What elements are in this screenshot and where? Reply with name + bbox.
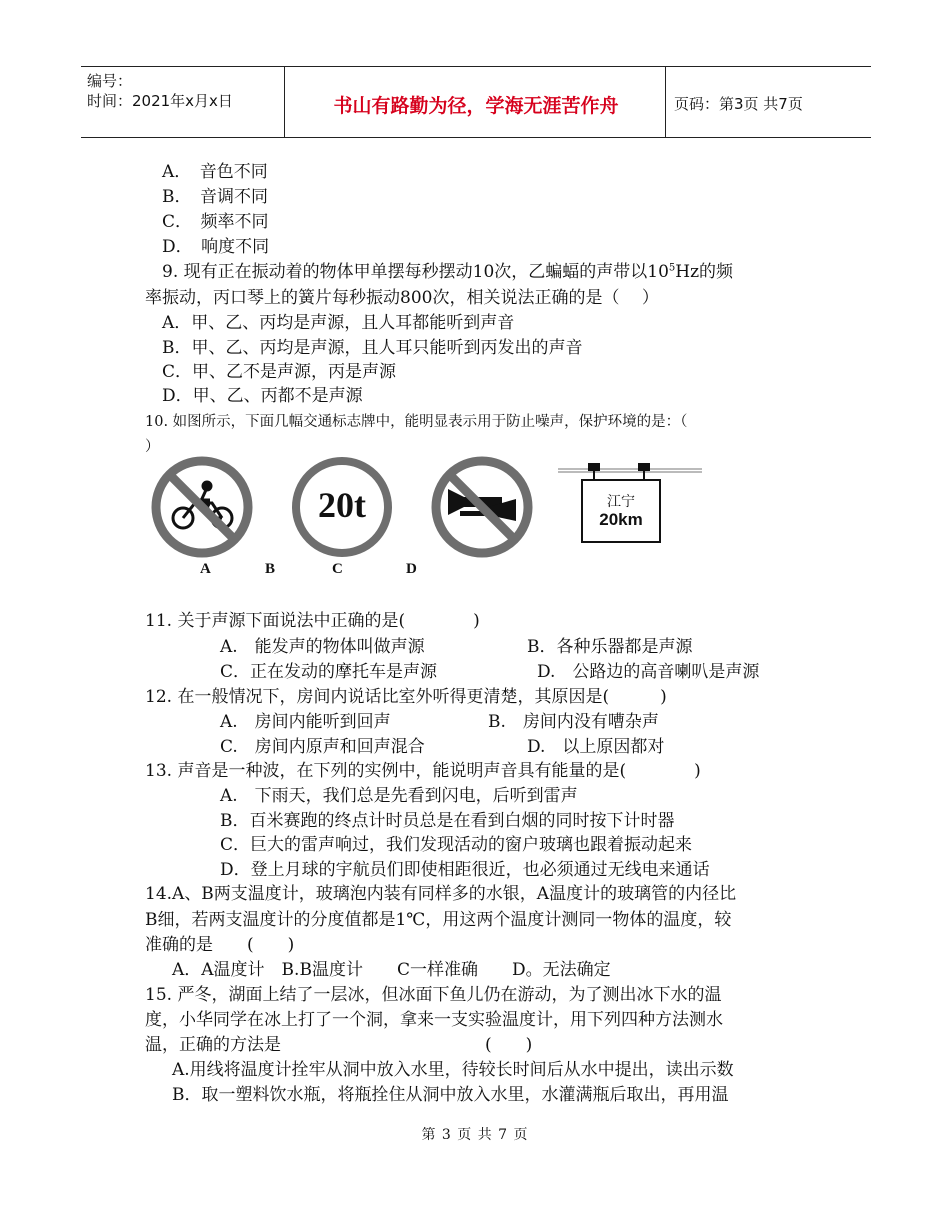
sign-place-name: 江宁 bbox=[607, 494, 635, 510]
header-meta bbox=[87, 71, 233, 111]
q15-option-b: B．取一塑料饮水瓶，将瓶拴住从洞中放入水里，水灌满瓶后取出，再用温 bbox=[172, 1085, 729, 1105]
q9-option-c: C．甲、乙不是声源，丙是声源 bbox=[162, 362, 397, 382]
q13-option-c: C．巨大的雷声响过，我们发现活动的窗户玻璃也跟着振动起来 bbox=[220, 835, 693, 855]
q8-option-a: A． 音色不同 bbox=[162, 162, 268, 182]
q14-stem-line3: 准确的是 ( ) bbox=[145, 935, 295, 955]
sign-weight-text: 20t bbox=[318, 485, 366, 525]
q12-stem: 12. 在一般情况下，房间内说话比室外听得更清楚，其原因是( ) bbox=[145, 687, 667, 707]
header-motto: 书山有路勤为径，学海无涯苦作舟 bbox=[333, 95, 619, 117]
sign-label-d: D bbox=[406, 561, 417, 577]
header-time: 时间：2021年x月x日 bbox=[87, 92, 233, 110]
sign-distance-text: 20km bbox=[599, 510, 643, 529]
sign-no-horn bbox=[430, 455, 534, 559]
q9-stem-line1: 9. 现有正在振动着的物体甲单摆每秒摆动10次，乙蝙蝠的声带以$10^5Hz$的频 bbox=[162, 262, 734, 282]
q13-stem: 13. 声音是一种波，在下列的实例中，能说明声音具有能量的是( ) bbox=[145, 761, 701, 781]
q9-option-a: A．甲、乙、丙均是声源，且人耳都能听到声音 bbox=[162, 313, 515, 333]
q11-option-d: D. 公路边的高音喇叭是声源 bbox=[537, 662, 760, 682]
sign-label-a: A bbox=[200, 561, 211, 577]
q14-stem-line2: B细，若两支温度计的分度值都是1℃，用这两个温度计测同一物体的温度，较 bbox=[145, 910, 732, 930]
q9-option-b: B．甲、乙、丙均是声源，且人耳只能听到丙发出的声音 bbox=[162, 338, 583, 358]
q14-stem-line1: 14.A、B两支温度计，玻璃泡内装有同样多的水银，A温度计的玻璃管的内径比 bbox=[145, 884, 737, 904]
q14-options: A．A温度计 B.B温度计 C一样准确 D。无法确定 bbox=[172, 960, 611, 980]
q10-stem-line2: ） bbox=[145, 439, 160, 455]
q11-option-a: A. 能发声的物体叫做声源 bbox=[220, 637, 425, 657]
q10-stem-line1: 10. 如图所示，下面几幅交通标志牌中，能明显表示用于防止噪声，保护环境的是：（ bbox=[145, 414, 688, 430]
q9-option-d: D．甲、乙、丙都不是声源 bbox=[162, 386, 363, 406]
page-footer: 第 3 页 共 7 页 bbox=[421, 1127, 529, 1143]
q12-option-b: B. 房间内没有嘈杂声 bbox=[488, 712, 659, 732]
sign-distance bbox=[556, 459, 706, 547]
sign-label-b: B bbox=[265, 561, 276, 577]
q12-option-d: D. 以上原因都对 bbox=[527, 737, 665, 757]
q15-stem-line2: 度，小华同学在冰上打了一个洞，拿来一支实验温度计，用下列四种方法测水 bbox=[145, 1010, 723, 1030]
q8-option-d: D． 响度不同 bbox=[162, 237, 270, 257]
sign-label-c: C bbox=[332, 561, 343, 577]
q11-option-b: B．各种乐器都是声源 bbox=[527, 637, 693, 657]
header-page-info: 页码：第3页 共7页 bbox=[674, 95, 803, 113]
sign-no-bicycle bbox=[150, 455, 254, 559]
q12-option-a: A. 房间内能听到回声 bbox=[220, 712, 391, 732]
header-divider bbox=[284, 67, 285, 137]
q15-stem-line3: 温，正确的方法是 ( ) bbox=[145, 1035, 533, 1055]
q9-stem-line2: 率振动，丙口琴上的簧片每秒振动800次，相关说法正确的是（ ） bbox=[145, 288, 659, 308]
q12-option-c: C. 房间内原声和回声混合 bbox=[220, 737, 425, 757]
sign-weight-limit bbox=[290, 455, 394, 559]
q11-option-c: C．正在发动的摩托车是声源 bbox=[220, 662, 438, 682]
q11-stem: 11. 关于声源下面说法中正确的是( ) bbox=[145, 611, 480, 631]
page-header bbox=[81, 66, 871, 138]
q8-option-c: C． 频率不同 bbox=[162, 212, 269, 232]
q15-option-a: A.用线将温度计拴牢从洞中放入水里，待较长时间后从水中提出，读出示数 bbox=[172, 1060, 734, 1080]
q13-option-a: A. 下雨天，我们总是先看到闪电，后听到雷声 bbox=[220, 786, 578, 806]
header-code: 编号： bbox=[87, 72, 133, 90]
q8-option-b: B． 音调不同 bbox=[162, 187, 268, 207]
q13-option-b: B．百米赛跑的终点计时员总是在看到白烟的同时按下计时器 bbox=[220, 811, 675, 831]
q15-stem-line1: 15. 严冬，湖面上结了一层冰，但冰面下鱼儿仍在游动，为了测出冰下水的温 bbox=[145, 985, 722, 1005]
q13-option-d: D．登上月球的宇航员们即使相距很近，也必须通过无线电来通话 bbox=[220, 860, 710, 880]
